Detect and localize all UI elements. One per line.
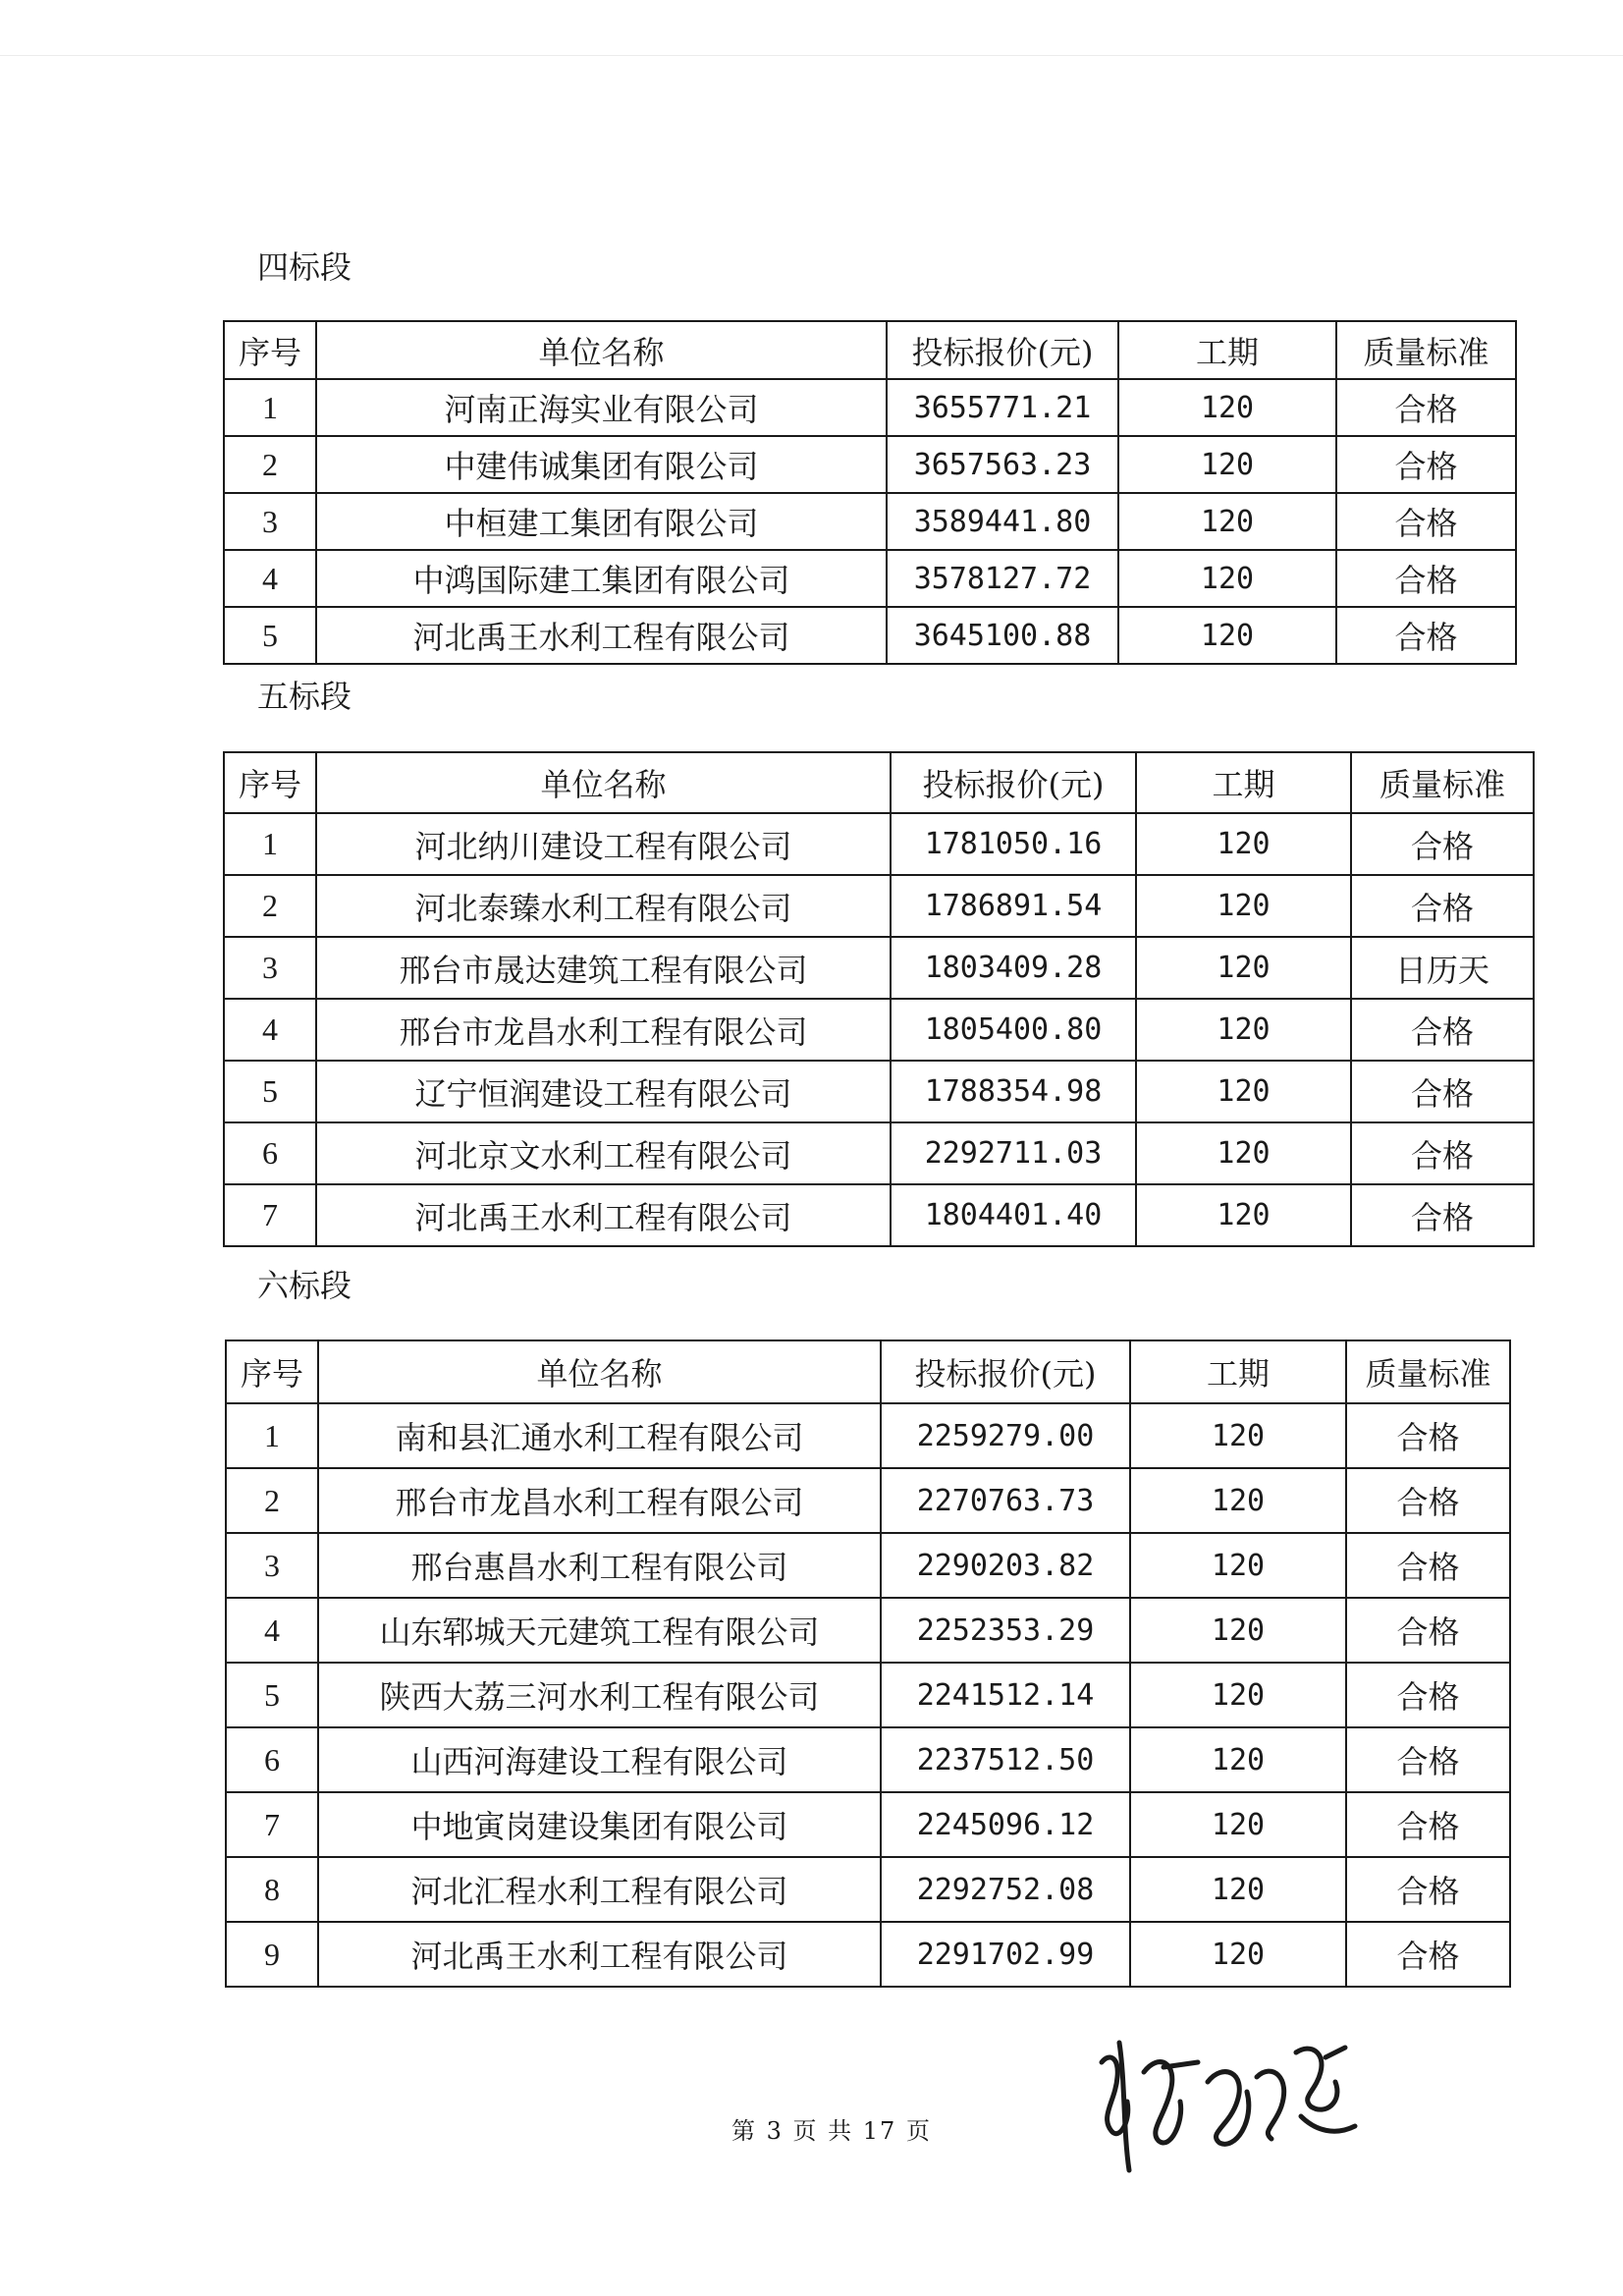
cell-quality: 合格 xyxy=(1346,1727,1510,1792)
table-row xyxy=(226,1727,1510,1792)
section-title-4: 四标段 xyxy=(257,248,352,286)
cell-seq: 3 xyxy=(226,1533,318,1598)
header-price: 投标报价(元) xyxy=(881,1340,1130,1403)
cell-quality: 合格 xyxy=(1346,1468,1510,1533)
cell-seq: 5 xyxy=(226,1663,318,1727)
table-row xyxy=(226,1403,1510,1468)
cell-period: 120 xyxy=(1130,1727,1346,1792)
cell-quality: 合格 xyxy=(1351,875,1534,937)
cell-period: 120 xyxy=(1136,1061,1351,1122)
table-row xyxy=(224,436,1516,493)
cell-quality: 合格 xyxy=(1351,813,1534,875)
table-row xyxy=(224,813,1534,875)
cell-quality: 合格 xyxy=(1346,1922,1510,1987)
cell-period: 120 xyxy=(1130,1857,1346,1922)
cell-quality: 合格 xyxy=(1336,379,1516,436)
cell-quality: 合格 xyxy=(1346,1533,1510,1598)
cell-quality: 合格 xyxy=(1346,1857,1510,1922)
cell-company-name: 河北禹王水利工程有限公司 xyxy=(318,1922,881,1987)
section-title-5: 五标段 xyxy=(257,678,352,715)
table-header-row xyxy=(226,1340,1510,1403)
header-name: 单位名称 xyxy=(318,1340,881,1403)
cell-seq: 4 xyxy=(226,1598,318,1663)
section-title-6: 六标段 xyxy=(257,1267,352,1304)
cell-quality: 合格 xyxy=(1351,1122,1534,1184)
cell-period: 120 xyxy=(1118,550,1336,607)
cell-seq: 7 xyxy=(224,1184,316,1246)
cell-company-name: 河北汇程水利工程有限公司 xyxy=(318,1857,881,1922)
cell-bid-price: 1788354.98 xyxy=(891,1061,1136,1122)
header-name: 单位名称 xyxy=(316,321,887,379)
cell-company-name: 邢台市龙昌水利工程有限公司 xyxy=(318,1468,881,1533)
cell-seq: 4 xyxy=(224,550,316,607)
cell-seq: 7 xyxy=(226,1792,318,1857)
cell-bid-price: 2252353.29 xyxy=(881,1598,1130,1663)
cell-bid-price: 3645100.88 xyxy=(887,607,1118,664)
cell-quality: 合格 xyxy=(1346,1403,1510,1468)
table-header-row xyxy=(224,321,1516,379)
cell-seq: 2 xyxy=(224,875,316,937)
table-row xyxy=(224,1184,1534,1246)
cell-company-name: 邢台惠昌水利工程有限公司 xyxy=(318,1533,881,1598)
bid-table-section-4 xyxy=(223,320,1517,665)
header-quality: 质量标准 xyxy=(1346,1340,1510,1403)
header-price: 投标报价(元) xyxy=(891,752,1136,813)
scan-edge-line xyxy=(0,55,1623,56)
header-seq: 序号 xyxy=(224,752,316,813)
table-row xyxy=(224,379,1516,436)
cell-quality: 合格 xyxy=(1346,1598,1510,1663)
table-row xyxy=(226,1663,1510,1727)
table-row xyxy=(226,1792,1510,1857)
table-header-row xyxy=(224,752,1534,813)
header-price: 投标报价(元) xyxy=(887,321,1118,379)
cell-quality: 合格 xyxy=(1336,550,1516,607)
cell-company-name: 中鸿国际建工集团有限公司 xyxy=(316,550,887,607)
table-row xyxy=(224,607,1516,664)
cell-bid-price: 2292711.03 xyxy=(891,1122,1136,1184)
cell-bid-price: 3655771.21 xyxy=(887,379,1118,436)
table-row xyxy=(226,1533,1510,1598)
cell-seq: 6 xyxy=(224,1122,316,1184)
bid-table-section-6 xyxy=(225,1339,1511,1988)
cell-period: 120 xyxy=(1130,1598,1346,1663)
cell-seq: 2 xyxy=(224,436,316,493)
cell-seq: 3 xyxy=(224,937,316,999)
cell-company-name: 河北纳川建设工程有限公司 xyxy=(316,813,891,875)
cell-company-name: 河北禹王水利工程有限公司 xyxy=(316,1184,891,1246)
cell-period: 120 xyxy=(1130,1468,1346,1533)
header-period: 工期 xyxy=(1118,321,1336,379)
cell-company-name: 中建伟诚集团有限公司 xyxy=(316,436,887,493)
cell-period: 120 xyxy=(1130,1663,1346,1727)
cell-period: 120 xyxy=(1130,1922,1346,1987)
cell-bid-price: 1803409.28 xyxy=(891,937,1136,999)
handwritten-signature-icon xyxy=(1090,2023,1384,2180)
table-row xyxy=(226,1598,1510,1663)
header-name: 单位名称 xyxy=(316,752,891,813)
cell-seq: 1 xyxy=(224,813,316,875)
table-row xyxy=(224,1122,1534,1184)
cell-quality: 合格 xyxy=(1351,999,1534,1061)
cell-bid-price: 1786891.54 xyxy=(891,875,1136,937)
table-row xyxy=(226,1468,1510,1533)
cell-period: 120 xyxy=(1130,1792,1346,1857)
cell-quality: 合格 xyxy=(1336,607,1516,664)
cell-company-name: 陕西大荔三河水利工程有限公司 xyxy=(318,1663,881,1727)
cell-company-name: 辽宁恒润建设工程有限公司 xyxy=(316,1061,891,1122)
cell-period: 120 xyxy=(1130,1403,1346,1468)
header-period: 工期 xyxy=(1130,1340,1346,1403)
cell-quality: 合格 xyxy=(1346,1663,1510,1727)
cell-company-name: 中桓建工集团有限公司 xyxy=(316,493,887,550)
cell-company-name: 山东郓城天元建筑工程有限公司 xyxy=(318,1598,881,1663)
cell-seq: 2 xyxy=(226,1468,318,1533)
table-row xyxy=(226,1922,1510,1987)
cell-bid-price: 2270763.73 xyxy=(881,1468,1130,1533)
cell-bid-price: 3589441.80 xyxy=(887,493,1118,550)
cell-seq: 6 xyxy=(226,1727,318,1792)
table-row xyxy=(226,1857,1510,1922)
cell-period: 120 xyxy=(1118,493,1336,550)
cell-period: 120 xyxy=(1136,937,1351,999)
cell-bid-price: 1804401.40 xyxy=(891,1184,1136,1246)
page-footer: 第 3 页 共 17 页 xyxy=(731,2117,932,2145)
cell-bid-price: 1781050.16 xyxy=(891,813,1136,875)
bid-table-section-5 xyxy=(223,751,1535,1247)
cell-company-name: 河北泰臻水利工程有限公司 xyxy=(316,875,891,937)
cell-bid-price: 1805400.80 xyxy=(891,999,1136,1061)
cell-period: 120 xyxy=(1136,999,1351,1061)
cell-bid-price: 2259279.00 xyxy=(881,1403,1130,1468)
table-row xyxy=(224,999,1534,1061)
cell-company-name: 山西河海建设工程有限公司 xyxy=(318,1727,881,1792)
cell-period: 120 xyxy=(1136,1122,1351,1184)
cell-quality: 合格 xyxy=(1336,436,1516,493)
cell-company-name: 南和县汇通水利工程有限公司 xyxy=(318,1403,881,1468)
table-row xyxy=(224,493,1516,550)
cell-quality: 合格 xyxy=(1351,1061,1534,1122)
cell-bid-price: 3578127.72 xyxy=(887,550,1118,607)
header-period: 工期 xyxy=(1136,752,1351,813)
cell-period: 120 xyxy=(1118,607,1336,664)
cell-period: 120 xyxy=(1118,436,1336,493)
cell-company-name: 河北禹王水利工程有限公司 xyxy=(316,607,887,664)
cell-quality: 合格 xyxy=(1346,1792,1510,1857)
table-row xyxy=(224,1061,1534,1122)
cell-company-name: 邢台市龙昌水利工程有限公司 xyxy=(316,999,891,1061)
cell-seq: 9 xyxy=(226,1922,318,1987)
cell-period: 120 xyxy=(1118,379,1336,436)
header-seq: 序号 xyxy=(226,1340,318,1403)
cell-seq: 4 xyxy=(224,999,316,1061)
header-quality: 质量标准 xyxy=(1336,321,1516,379)
cell-bid-price: 2290203.82 xyxy=(881,1533,1130,1598)
cell-company-name: 河北京文水利工程有限公司 xyxy=(316,1122,891,1184)
cell-company-name: 邢台市晟达建筑工程有限公司 xyxy=(316,937,891,999)
cell-bid-price: 2245096.12 xyxy=(881,1792,1130,1857)
cell-seq: 1 xyxy=(224,379,316,436)
cell-bid-price: 3657563.23 xyxy=(887,436,1118,493)
table-row xyxy=(224,937,1534,999)
cell-bid-price: 2237512.50 xyxy=(881,1727,1130,1792)
cell-seq: 1 xyxy=(226,1403,318,1468)
cell-period: 120 xyxy=(1136,1184,1351,1246)
cell-bid-price: 2292752.08 xyxy=(881,1857,1130,1922)
header-quality: 质量标准 xyxy=(1351,752,1534,813)
cell-period: 120 xyxy=(1130,1533,1346,1598)
cell-bid-price: 2291702.99 xyxy=(881,1922,1130,1987)
cell-period: 120 xyxy=(1136,813,1351,875)
cell-period: 120 xyxy=(1136,875,1351,937)
cell-seq: 5 xyxy=(224,607,316,664)
cell-quality: 日历天 xyxy=(1351,937,1534,999)
header-seq: 序号 xyxy=(224,321,316,379)
cell-seq: 8 xyxy=(226,1857,318,1922)
cell-quality: 合格 xyxy=(1336,493,1516,550)
cell-seq: 3 xyxy=(224,493,316,550)
cell-company-name: 河南正海实业有限公司 xyxy=(316,379,887,436)
cell-seq: 5 xyxy=(224,1061,316,1122)
table-row xyxy=(224,875,1534,937)
cell-bid-price: 2241512.14 xyxy=(881,1663,1130,1727)
cell-company-name: 中地寅岗建设集团有限公司 xyxy=(318,1792,881,1857)
cell-quality: 合格 xyxy=(1351,1184,1534,1246)
table-row xyxy=(224,550,1516,607)
